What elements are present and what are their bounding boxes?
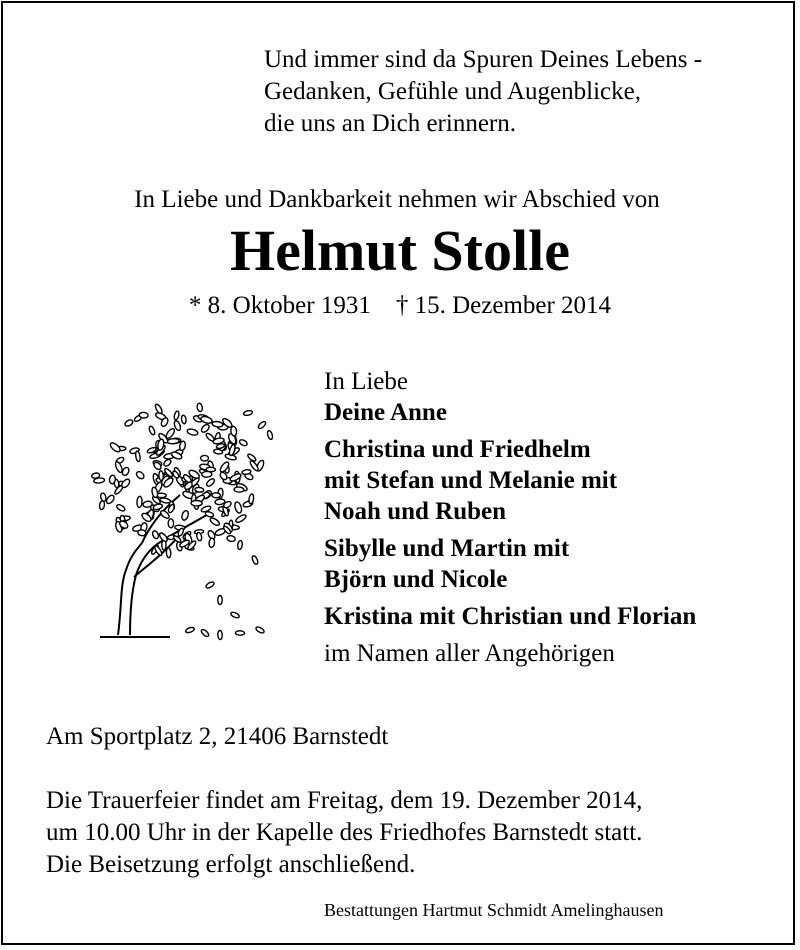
intro-text: In Liebe und Dankbarkeit nehmen wir Abschied von — [134, 186, 660, 213]
leaf — [200, 628, 210, 637]
leaf — [148, 425, 156, 435]
leaf — [212, 493, 221, 498]
leaf — [109, 441, 122, 453]
family-list — [324, 366, 696, 669]
leaf — [205, 581, 215, 589]
leaf — [235, 513, 247, 523]
leaf — [158, 532, 168, 543]
leaf — [168, 519, 174, 528]
poem-line: die uns an Dich erinnern. — [264, 110, 517, 137]
leaf — [137, 496, 143, 507]
family-group-2 — [324, 533, 696, 595]
leaf — [200, 415, 213, 424]
leaf — [218, 596, 222, 605]
leaf — [234, 487, 244, 493]
leaf — [166, 548, 171, 558]
poem — [264, 44, 702, 140]
leaf — [195, 487, 204, 492]
leaf — [135, 470, 145, 480]
leaf — [226, 535, 235, 542]
leaf — [267, 430, 274, 440]
leaf — [251, 555, 259, 565]
leaf — [235, 631, 244, 636]
leaf — [230, 611, 240, 619]
family-line: Christina und Friedhelm — [324, 436, 591, 463]
leaf — [153, 503, 163, 511]
leaf — [167, 438, 179, 444]
poem-line: Gedanken, Gefühle und Augenblicke, — [264, 78, 641, 105]
leaf — [213, 449, 223, 455]
family-group-3: Kristina mit Christian und Florian — [324, 603, 697, 630]
leaf — [135, 451, 141, 462]
leaf — [202, 471, 212, 477]
family-group-1 — [324, 434, 696, 527]
leaf — [173, 411, 179, 421]
service-line: um 10.00 Uhr in der Kapelle des Friedhofes Barnstedt statt. — [46, 819, 643, 846]
windblown-tree-illustration — [70, 385, 285, 650]
leaf — [100, 492, 107, 501]
leaf — [239, 439, 249, 447]
leaf — [139, 412, 148, 418]
leaf — [242, 469, 252, 475]
leaf — [181, 510, 190, 521]
leaf — [257, 420, 267, 429]
family-line: Björn und Nicole — [324, 566, 508, 593]
leaf — [218, 630, 223, 639]
family-opening: In Liebe — [324, 368, 408, 395]
family-spouse: Deine Anne — [324, 399, 447, 426]
family-line: Sibylle und Martin mit — [324, 535, 570, 562]
family-line: mit Stefan und Melanie mit — [324, 467, 618, 494]
leaf — [243, 410, 253, 416]
leaf — [120, 478, 131, 489]
deceased-name: Helmut Stolle — [230, 218, 570, 283]
service-line: Die Beisetzung erfolgt anschließend. — [46, 851, 416, 878]
family-closing: im Namen aller Angehörigen — [324, 640, 615, 667]
leaf — [152, 530, 160, 540]
poem-line: Und immer sind da Spuren Deines Lebens - — [264, 46, 703, 73]
leaf — [200, 455, 208, 461]
leaf — [196, 403, 203, 412]
leaf — [255, 626, 265, 634]
life-dates: * 8. Oktober 1931 † 15. Dezember 2014 — [188, 292, 612, 319]
leaf — [181, 415, 187, 424]
leaf — [237, 540, 242, 549]
family-line: Noah und Ruben — [324, 498, 507, 525]
service-details — [46, 785, 642, 881]
leaf — [138, 529, 147, 536]
leaf — [185, 626, 195, 633]
leaf — [124, 419, 134, 428]
leaf — [116, 503, 126, 512]
leaf — [248, 494, 254, 505]
leaf — [209, 538, 215, 548]
address: Am Sportplatz 2, 21406 Barnstedt — [46, 723, 389, 750]
leaf — [234, 501, 243, 514]
leaf — [163, 458, 172, 467]
leaf — [191, 500, 202, 506]
undertaker-credit: Bestattungen Hartmut Schmidt Amelinghausen — [324, 900, 664, 920]
leaf — [187, 428, 199, 436]
leaf — [205, 477, 215, 487]
leaf — [109, 475, 116, 484]
service-line: Die Trauerfeier findet am Freitag, dem 19. Dezember 2014, — [46, 787, 643, 814]
leaf — [212, 421, 223, 428]
leaf — [209, 517, 221, 527]
leaf — [200, 423, 210, 433]
